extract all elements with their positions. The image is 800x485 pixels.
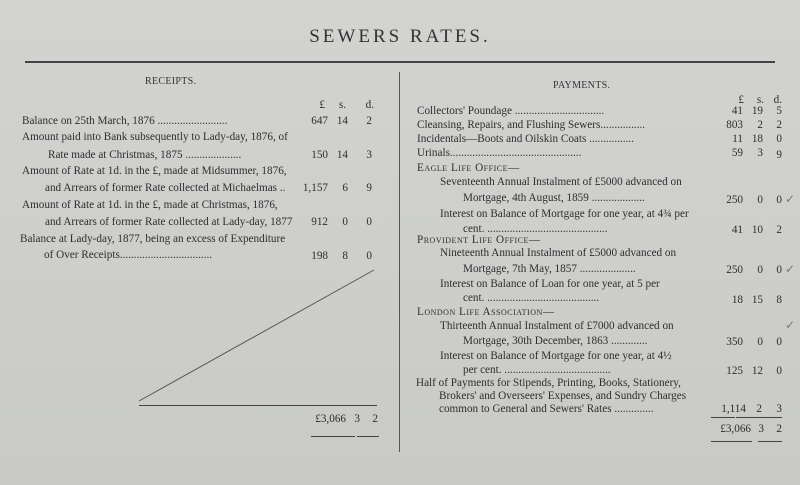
payment-shillings: 3 [757,147,763,159]
receipt-line: Balance on 25th March, 1876 ......................... [22,115,228,127]
receipts-heading: RECEIPTS. [145,76,197,87]
payment-shillings: 0 [757,194,763,206]
payment-pounds: 125 [726,365,743,377]
page-title: SEWERS RATES. [309,26,491,47]
payments-total-pounds: £3,066 [720,423,751,435]
payment-pounds: 350 [726,336,743,348]
payment-pence: 0 [776,336,782,348]
receipt-line: Balance at Lady-day, 1877, being an excess of Expenditure [20,233,286,245]
payment-line: Brokers' and Overseers' Expenses, and Sundry Charges [439,390,687,402]
payment-pounds: 250 [726,264,743,276]
receipt-shillings: 8 [342,250,348,262]
payment-pounds: 41 [731,105,743,117]
payments-pounds-header: £ [738,94,744,106]
payment-pence: 0 [776,133,782,145]
payments-total-underline [711,441,752,442]
payments-subtotal-rule [711,417,735,418]
payment-pounds: 1,114 [721,403,746,415]
payments-total-shillings: 3 [758,423,764,435]
payment-line: common to General and Sewers' Rates .............. [439,403,654,415]
payment-pence: 2 [776,119,782,131]
receipt-line: Amount of Rate at 1d. in the £, made at Christmas, 1876, [22,199,278,211]
payment-shillings: 0 [757,336,763,348]
payment-pounds: 803 [726,119,743,131]
payment-pence: 0 [776,194,782,206]
payment-line: Seventeenth Annual Instalment of £5000 advanced on [440,176,682,188]
receipt-pence: 3 [366,149,372,161]
payment-line: Urinals............................................... [417,147,582,159]
receipts-pounds-header: £ [319,99,325,111]
receipt-line: and Arrears of former Rate collected at Michaelmas .. [45,182,286,194]
payment-pounds: 18 [731,294,743,306]
payment-pounds: 11 [732,133,743,145]
receipt-pence: 0 [366,250,372,262]
section-heading-london-life: London Life Association— [417,306,555,318]
payment-line: cent. ........................................... [463,223,608,235]
payment-pounds: 59 [731,147,743,159]
receipt-pounds: 1,157 [302,182,328,194]
payment-pence: 0 [776,365,782,377]
payment-shillings: 15 [751,294,763,306]
checkmark-icon: ✓ [785,192,796,206]
payment-line: Nineteenth Annual Instalment of £5000 advanced on [440,247,677,259]
receipt-line: and Arrears of former Rate collected at Lady-day, 1877 [45,216,293,228]
payment-line: Mortgage, 7th May, 1857 .................... [463,263,636,275]
payments-pence-header: d. [773,94,782,106]
receipts-total-underline [357,436,379,437]
payment-pence: 2 [776,224,782,236]
payment-pence: 3 [776,403,782,415]
receipt-pounds: 912 [311,216,328,228]
receipt-pence: 0 [366,216,372,228]
receipt-pounds: 150 [311,149,328,161]
payment-shillings: 10 [751,224,763,236]
receipt-line: Rate made at Christmas, 1875 .................... [48,149,242,161]
receipt-shillings: 0 [342,216,348,228]
payment-line: Cleansing, Repairs, and Flushing Sewers................ [417,119,646,131]
receipts-pence-header: d. [365,99,374,111]
receipt-shillings: 14 [336,149,348,161]
payment-pence: 5 [776,105,782,117]
payment-shillings: 18 [751,133,763,145]
payment-pounds: 41 [731,224,743,236]
payment-shillings: 12 [751,365,763,377]
section-heading-eagle-life: Eagle Life Office— [417,162,520,174]
payment-line: Collectors' Poundage ................................ [417,105,605,117]
receipts-total-pence: 2 [372,413,378,425]
payment-line: Mortgage, 4th August, 1859 ................... [463,192,645,204]
checkmark-icon: ✓ [785,318,796,332]
payment-shillings: 2 [756,403,762,415]
receipt-pounds: 647 [311,115,328,127]
payments-total-pence: 2 [776,423,782,435]
checkmark-icon: ✓ [785,262,796,276]
receipt-pounds: 198 [311,250,328,262]
payment-pence: 8 [776,294,782,306]
receipt-line: of Over Receipts................................. [44,249,213,261]
payment-line: Interest on Balance of Mortgage for one year, at 4½ [440,350,672,362]
payment-line: Incidentals—Boots and Oilskin Coats ................ [417,133,634,145]
receipt-shillings: 6 [342,182,348,194]
payments-shillings-header: s. [756,94,764,106]
payment-pounds: 250 [726,194,743,206]
payment-line: Interest on Balance of Mortgage for one year, at 4¾ per [440,208,689,220]
payment-line: cent. ........................................ [463,292,600,304]
payment-line: Half of Payments for Stipends, Printing, Books, Stationery, [416,377,681,389]
receipt-pence: 9 [366,182,372,194]
payment-shillings: 2 [757,119,763,131]
receipts-total-pounds: £3,066 [315,413,346,425]
receipts-total-underline [311,436,355,437]
receipts-shillings-header: s. [338,99,346,111]
payment-shillings: 0 [757,264,763,276]
payment-pence: 0 [776,264,782,276]
receipt-line: Amount paid into Bank subsequently to Lady-day, 1876, of [22,131,288,143]
receipt-shillings: 14 [336,115,348,127]
payment-pence: 9 [776,149,782,161]
section-heading-provident-life: Provident Life Office— [417,234,541,246]
payment-shillings: 19 [751,105,763,117]
payment-line: Interest on Balance of Loan for one year, at 5 per [440,278,660,290]
payment-line: Mortgage, 30th December, 1863 ............. [463,335,648,347]
receipt-line: Amount of Rate at 1d. in the £, made at Midsummer, 1876, [22,165,287,177]
receipts-total-shillings: 3 [354,413,360,425]
payments-total-underline [758,441,782,442]
payments-subtotal-rule [736,417,782,418]
payments-heading: PAYMENTS. [553,80,611,91]
receipts-total-rule [139,405,377,406]
payment-line: Thirteenth Annual Instalment of £7000 advanced on [440,320,674,332]
receipt-pence: 2 [366,115,372,127]
payment-line: per cent. ...................................... [463,364,611,376]
